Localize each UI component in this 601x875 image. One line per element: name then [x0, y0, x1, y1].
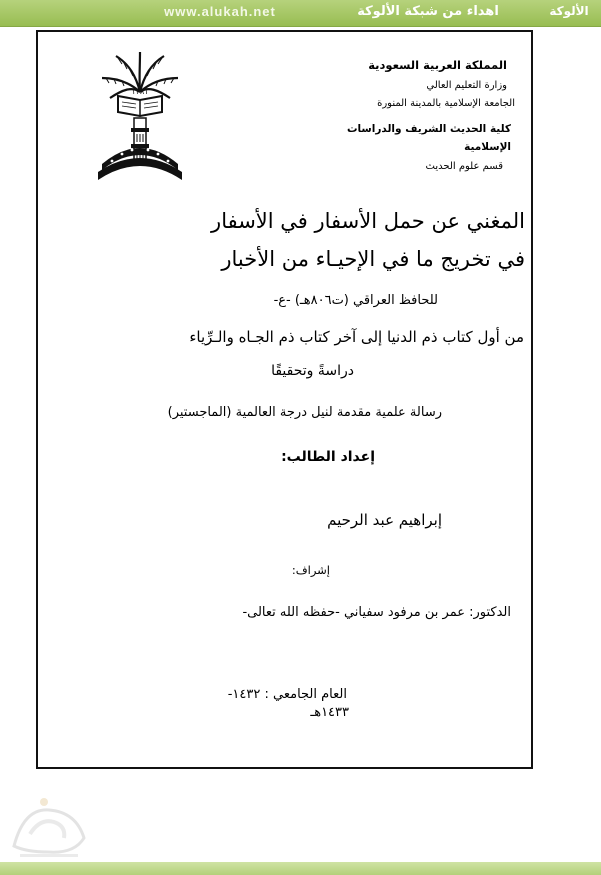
svg-text:١٣٨١: ١٣٨١ [131, 87, 149, 96]
study-line: دراسةً وتحقيقًا [271, 363, 354, 379]
author-line: للحافظ العراقي (ت٨٠٦هـ) -ع- [273, 293, 438, 308]
thesis-note: رسالة علمية مقدمة لنيل درجة العالمية (الماجستير) [167, 405, 442, 420]
student-label: إعداد الطالب: [281, 449, 375, 465]
gift-banner-text: اهداء من شبكة الألوكة [357, 4, 499, 19]
department-name: قسم علوم الحديث [425, 161, 503, 172]
alukah-watermark-icon [4, 788, 94, 860]
bottom-banner [0, 862, 601, 875]
university-emblem-icon [96, 48, 184, 183]
academic-year-line2: ١٤٣٣هـ [310, 705, 349, 720]
kingdom-name: المملكة العربية السعودية [368, 58, 507, 72]
book-scope-line: من أول كتاب ذم الدنيا إلى آخر كتاب ذم الجـاه والـرِّياء [189, 328, 524, 346]
top-banner [0, 0, 601, 27]
supervision-label: إشراف: [291, 563, 330, 577]
student-name: إبراهيم عبد الرحيم [327, 511, 442, 529]
book-title-line2: في تخريج ما في الإحيـاء من الأخبار [221, 247, 525, 271]
alukah-logo [543, 4, 595, 22]
book-title-line1: المغني عن حمل الأسفار في الأسفار [211, 209, 525, 233]
university-name: الجامعة الإسلامية بالمدينة المنورة [377, 98, 515, 109]
alukah-logo-text: الألوكة [549, 4, 589, 18]
academic-year-line1: العام الجامعي : ١٤٣٢- [227, 687, 347, 702]
college-name-line1: كلية الحديث الشريف والدراسات [346, 123, 511, 135]
supervisor-name: الدكتور: عمر بن مرفود سفياني -حفظه الله تعالى- [242, 605, 511, 620]
site-url[interactable]: www.alukah.net [164, 4, 276, 19]
ministry-name: وزارة التعليم العالي [426, 80, 507, 91]
college-name-line2: الإسلامية [464, 141, 511, 153]
